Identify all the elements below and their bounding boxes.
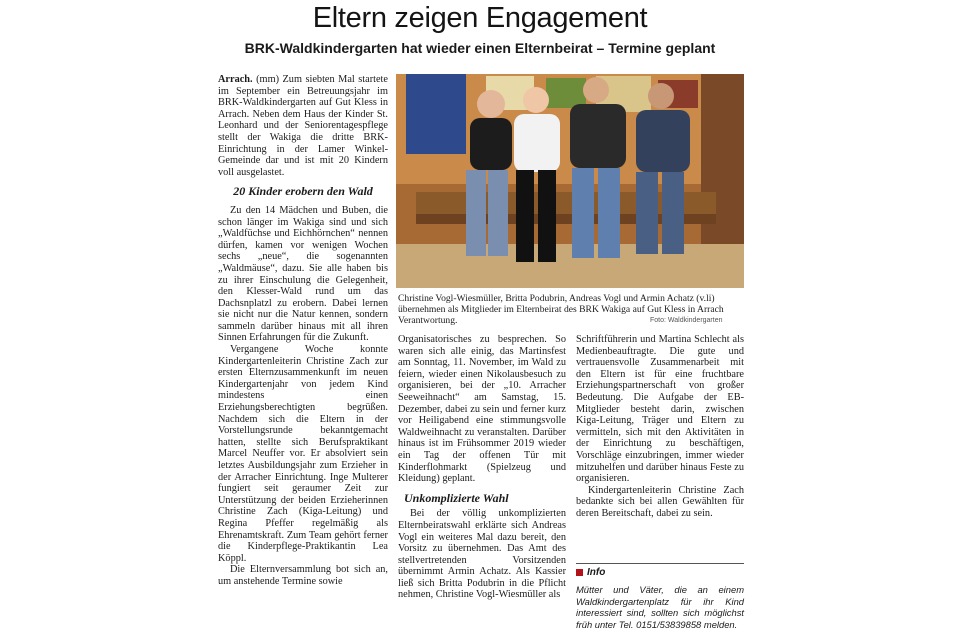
subheading-wahl: Unkomplizierte Wahl — [404, 490, 509, 505]
intro-text: (mm) Zum siebten Mal startete im September ein Betreuungsjahr im BRK-Waldkindergarten auf Gut Kless in Arrach. Neben dem Haus der Kinder St. Leonhard und der Seniorentagespflege stellt der Wakiga die dritte BRK-Einrichtung in der Lamer Winkel-Gemeinde dar und ist mit 20 Kindern voll ausgelastet. — [218, 74, 388, 178]
subheading-kinder: 20 Kinder erobern den Wald — [233, 184, 373, 199]
column-1 — [218, 74, 388, 588]
dateline: Arrach. — [218, 74, 253, 85]
info-square-icon — [576, 569, 583, 576]
info-text: Mütter und Väter, die an einem Waldkindergartenplatz für ihr Kind interessiert sind, sollten sich möglichst früh unter Tel. 0151/53839858 melden. — [576, 584, 744, 630]
photo-credit: Foto: Waldkindergarten — [650, 317, 723, 324]
info-label: Info — [587, 567, 606, 578]
column-2 — [398, 334, 566, 601]
group-photo-image — [396, 74, 744, 288]
info-header — [576, 563, 744, 578]
paragraph: Zu den 14 Mädchen und Buben, die schon länger im Wakiga sind und sich „Waldfüchse und Eichhörnchen“ nennen dürfen, kamen vor wenigen Wochen sechs „neue“, die sogenannten „Waldmäuse“, dazu. Sie alle haben bis zu ihrer Einschulung die Gelegenheit, den Klesser-Wald rund um das Dachsnplatzl zu erobern. Dabei lernen sie nicht nur die Natur kennen, sondern sammeln darüber hinaus mit all ihren Sinnen Erfahrungen für die Zukunft. — [218, 204, 388, 344]
paragraph: Vergangene Woche konnte Kindergartenleiterin Christine Zach zur ersten Elternzusammenkunft im neuen Kindergartenjahr von jedem Kind mindestens einen Erziehungsberechtigten begrüßen. Nachdem sich die Eltern in der Vorstellungsrunde bekanntgemacht hatten, stellte sich Berufspraktikant Marcel Neuffer vor. Er absolviert sein letztes Ausbildungsjahr zum Erzieher in der Arracher Einrichtung. Inge Multerer fungiert seit geraumer Zeit zur Unterstützung der beiden Erzieherinnen Christine Zach (Kiga-Leitung) und Regina Pfeffer regelmäßig als Ehrenamtskraft. Zum Team gehört ferner die Kinderpflege-Praktikantin Lea Köppl. — [218, 344, 388, 564]
paragraph: Kindergartenleiterin Christine Zach bedankte sich bei allen Gewählten für deren Bereitschaft, dabei zu sein. — [576, 484, 744, 519]
info-box — [576, 563, 744, 630]
photo-caption: Christine Vogl-Wiesmüller, Britta Podubrin, Andreas Vogl und Armin Achatz (v.li) übernehmen als Mitglieder im Elternbeirat des BRK Wakiga auf Gut Kless in Arrach Verantwortung. — [398, 293, 724, 327]
paragraph: Bei der völlig unkomplizierten Elternbeiratswahl erklärte sich Andreas Vogl ein weiteres Mal dazu bereit, den Vorsitz zu übernehmen. Das Amt des stellvertretenden Vorsitzenden übernimmt Armin Achatz. Als Kassier ließ sich Britta Podubrin in die Pflicht nehmen, Christine Vogl-Wiesmüller als — [398, 508, 566, 601]
group-photo — [396, 74, 744, 288]
paragraph: Organisatorisches zu besprechen. So waren sich alle einig, das Martinsfest am Sonntag, 11. November, im Wald zu feiern, wieder einen Nikolausbesuch zu organisieren, bei der „10. Arracher Seeweihnacht“ am Samstag, 15. Dezember, dabei zu sein und ferner kurz vor Heiligabend eine stimmungsvolle Waldweihnacht zu veranstalten. Darüber hinaus ist im Frühsommer 2019 wieder ein Tag der offenen Tür mit Kinderflohmarkt (Spielzeug und Kleidung) geplant. — [398, 334, 566, 485]
column-3 — [576, 334, 744, 520]
paragraph: Schriftführerin und Martina Schlecht als Medienbeauftragte. Die gute und vertrauensvolle Zusammenarbeit mit den Eltern ist für eine fruchtbare Erziehungspartnerschaft von großer Bedeutung. Die Aufgabe der EB-Mitglieder besteht darin, zwischen Kiga-Leitung, Träger und Eltern zu vermitteln, sich mit den Aktivitäten in der Einrichtung zu beschäftigen, Vorschläge einzubringen, immer wieder mitzuhelfen und darüber hinaus Feste zu organisieren. — [576, 334, 744, 485]
headline: Eltern zeigen Engagement — [312, 2, 648, 34]
subheadline: BRK-Waldkindergarten hat wieder einen Elternbeirat – Termine geplant — [244, 40, 716, 56]
intro-paragraph — [218, 74, 388, 178]
paragraph: Die Elternversammlung bot sich an, um anstehende Termine sowie — [218, 564, 388, 587]
